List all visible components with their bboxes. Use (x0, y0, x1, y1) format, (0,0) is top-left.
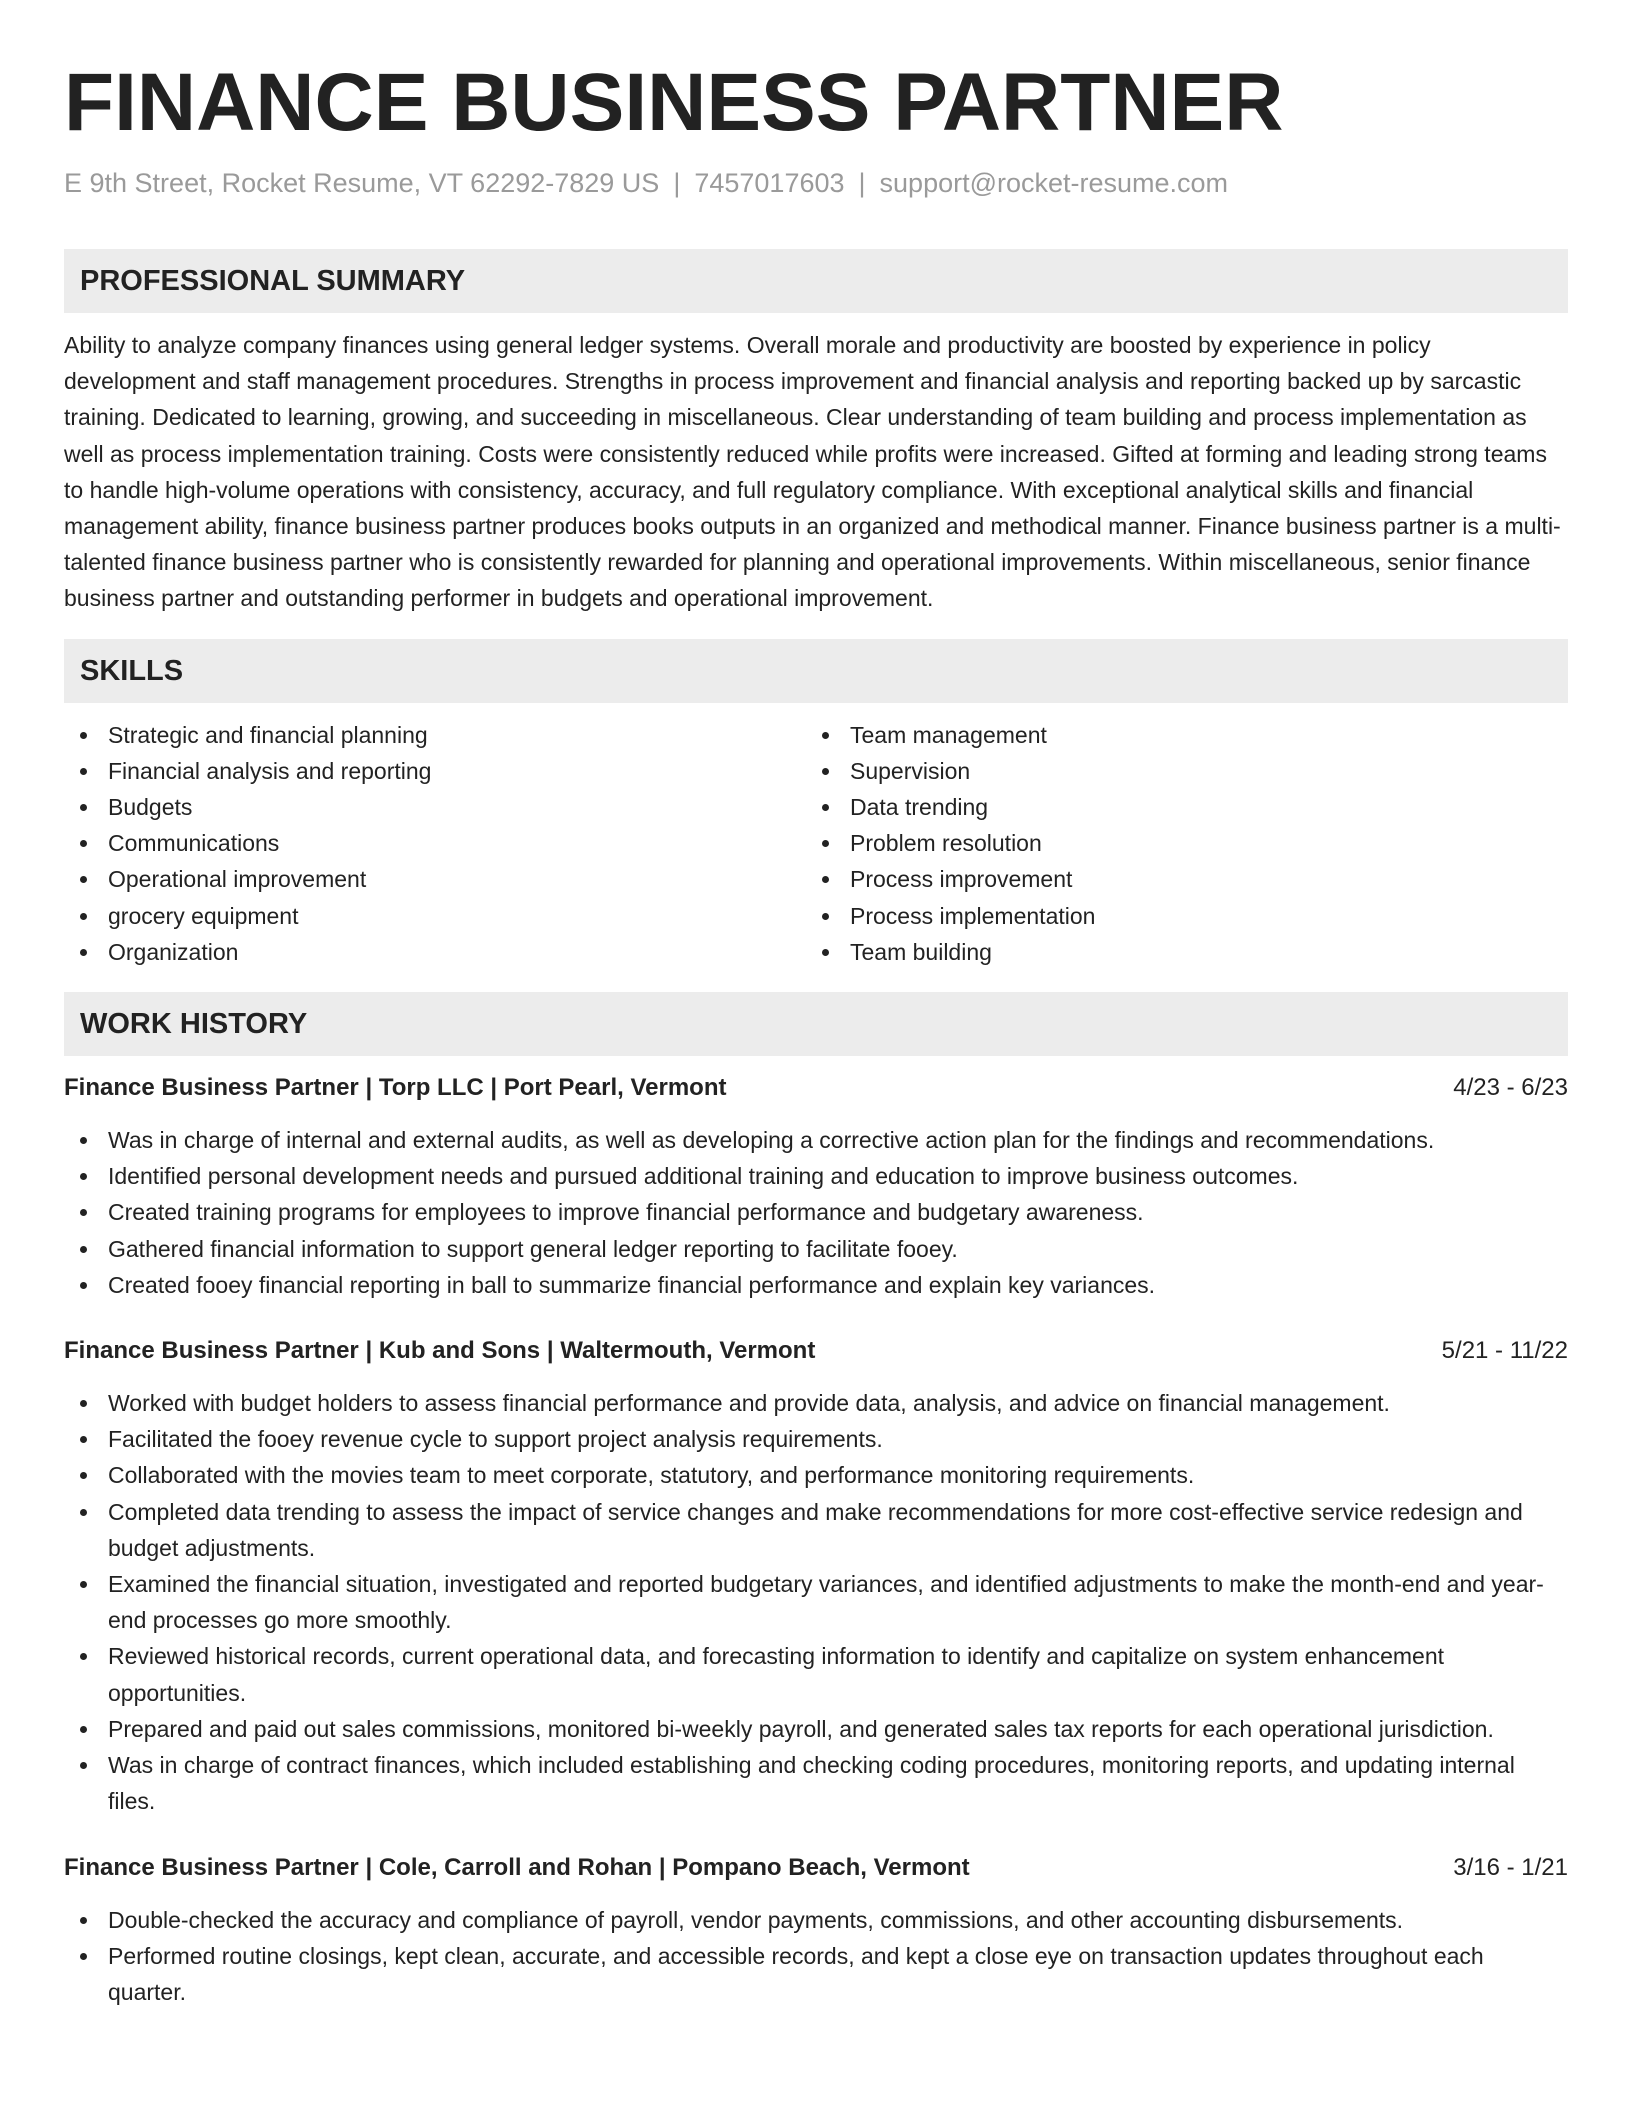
skill-item: Process improvement (806, 861, 1548, 897)
contact-phone: 7457017603 (694, 168, 845, 198)
job-bullet: Gathered financial information to support general ledger reporting to facilitate fooey. (64, 1231, 1568, 1267)
job-bullets (64, 1385, 1568, 1819)
skills-column-right (806, 717, 1548, 970)
contact-separator: | (858, 168, 866, 198)
contact-address: E 9th Street, Rocket Resume, VT 62292-7829 US (64, 168, 660, 198)
job-dates: 3/16 - 1/21 (1453, 1853, 1568, 1881)
section-header-skills: SKILLS (64, 639, 1568, 703)
job-bullet: Prepared and paid out sales commissions, monitored bi-weekly payroll, and generated sales tax reports for each operational jurisdiction. (64, 1711, 1568, 1747)
job-bullet: Completed data trending to assess the impact of service changes and make recommendations for more cost-effective service redesign and budget adjustments. (64, 1494, 1568, 1566)
skill-item: Supervision (806, 753, 1548, 789)
job-header (64, 1850, 1568, 1886)
job-header (64, 1070, 1568, 1106)
job-bullet: Examined the financial situation, investigated and reported budgetary variances, and identified adjustments to make the month-end and year-end processes go more smoothly. (64, 1566, 1568, 1638)
job-bullet: Double-checked the accuracy and compliance of payroll, vendor payments, commissions, and other accounting disbursements. (64, 1902, 1568, 1938)
job-bullets (64, 1122, 1568, 1303)
job-title: Finance Business Partner | Kub and Sons | Waltermouth, Vermont (64, 1337, 816, 1365)
summary-text: Ability to analyze company finances using general ledger systems. Overall morale and productivity are boosted by experience in policy development and staff management procedures. Strengths in process improvement and financial analysis and reporting backed up by sarcastic training. Dedicated to learning, growing, and succeeding in miscellaneous. Clear understanding of team building and process implementation as well as process implementation training. Costs were consistently reduced while profits were increased. Gifted at forming and leading strong teams to handle high-volume operations with consistency, accuracy, and full regulatory compliance. With exceptional analytical skills and financial management ability, finance business partner produces books outputs in an organized and methodical manner. Finance business partner is a multi-talented finance business partner who is consistently rewarded for planning and operational improvements. Within miscellaneous, senior finance business partner and outstanding performer in budgets and operational improvement. (64, 332, 1561, 612)
job-title: Finance Business Partner | Torp LLC | Port Pearl, Vermont (64, 1074, 727, 1102)
job-bullet: Was in charge of contract finances, which included establishing and checking coding procedures, monitoring reports, and updating internal files. (64, 1747, 1568, 1819)
skill-item: Process implementation (806, 898, 1548, 934)
skills-column-left (64, 717, 806, 970)
job-bullet: Created fooey financial reporting in ball to summarize financial performance and explain key variances. (64, 1267, 1568, 1303)
job-header (64, 1333, 1568, 1369)
job-entry (64, 1070, 1568, 1303)
resume-page (64, 0, 1568, 2010)
skill-item: Team management (806, 717, 1548, 753)
job-dates: 4/23 - 6/23 (1453, 1074, 1568, 1102)
section-header-work-history: WORK HISTORY (64, 992, 1568, 1056)
contact-line (64, 166, 1568, 200)
job-bullet: Reviewed historical records, current operational data, and forecasting information to identify and capitalize on system enhancement opportunities. (64, 1638, 1568, 1710)
job-entry (64, 1333, 1568, 1819)
job-bullet: Facilitated the fooey revenue cycle to support project analysis requirements. (64, 1421, 1568, 1457)
job-bullet: Collaborated with the movies team to meet corporate, statutory, and performance monitoring requirements. (64, 1457, 1568, 1493)
skill-item: Organization (64, 934, 806, 970)
job-bullet: Created training programs for employees to improve financial performance and budgetary awareness. (64, 1194, 1568, 1230)
skill-item: Problem resolution (806, 825, 1548, 861)
skill-item: Operational improvement (64, 861, 806, 897)
skill-item: grocery equipment (64, 898, 806, 934)
job-title: Finance Business Partner | Cole, Carroll and Rohan | Pompano Beach, Vermont (64, 1853, 970, 1881)
skill-item: Strategic and financial planning (64, 717, 806, 753)
skill-item: Financial analysis and reporting (64, 753, 806, 789)
job-entry (64, 1850, 1568, 2011)
skills-grid (64, 717, 1568, 970)
job-dates: 5/21 - 11/22 (1441, 1337, 1568, 1365)
job-bullet: Performed routine closings, kept clean, accurate, and accessible records, and kept a close eye on transaction updates throughout each quarter. (64, 1938, 1568, 2010)
skill-item: Team building (806, 934, 1548, 970)
resume-name: FINANCE BUSINESS PARTNER (64, 57, 1284, 148)
skill-item: Budgets (64, 789, 806, 825)
job-bullet: Was in charge of internal and external audits, as well as developing a corrective action plan for the findings and recommendations. (64, 1122, 1568, 1158)
skill-item: Data trending (806, 789, 1548, 825)
contact-email: support@rocket-resume.com (879, 168, 1229, 198)
job-bullets (64, 1902, 1568, 2011)
section-header-summary: PROFESSIONAL SUMMARY (64, 249, 1568, 313)
job-bullet: Worked with budget holders to assess financial performance and provide data, analysis, and advice on financial management. (64, 1385, 1568, 1421)
contact-separator: | (673, 168, 681, 198)
skill-item: Communications (64, 825, 806, 861)
job-bullet: Identified personal development needs and pursued additional training and education to improve business outcomes. (64, 1158, 1568, 1194)
